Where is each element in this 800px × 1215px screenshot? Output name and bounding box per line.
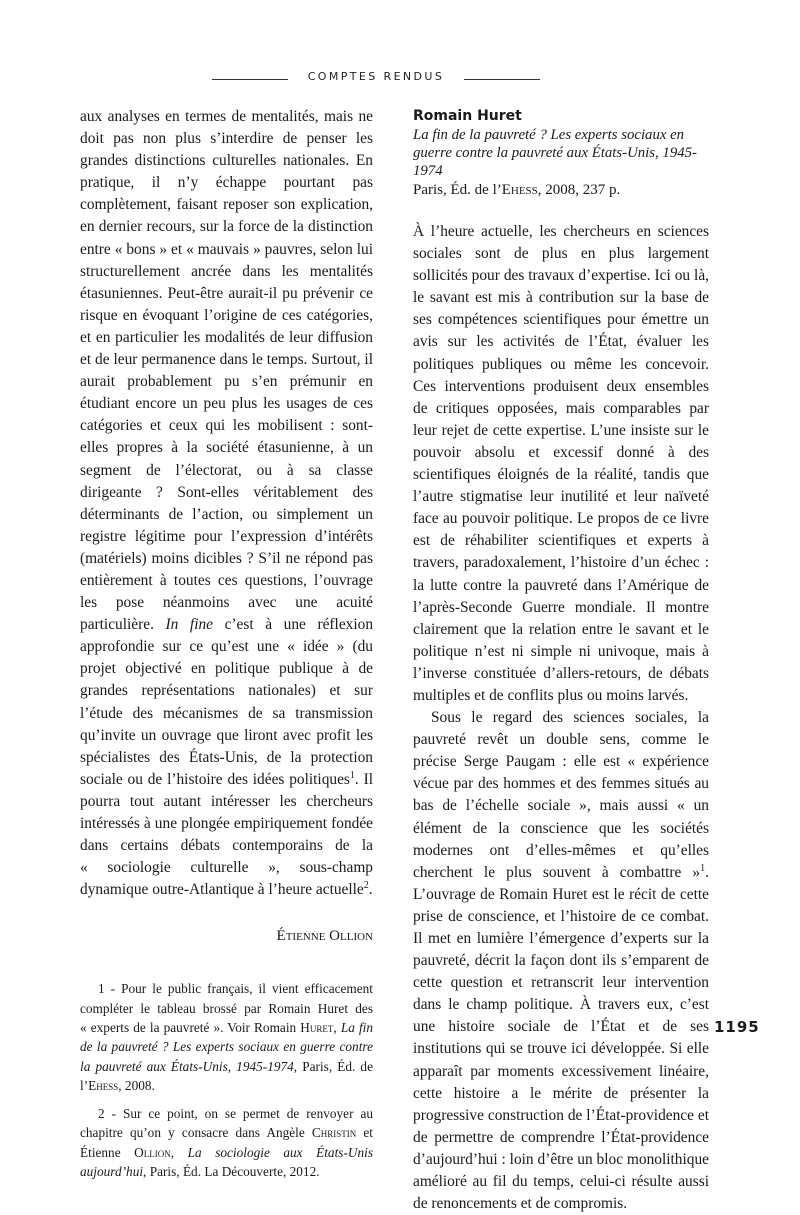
book-author: Romain Huret xyxy=(413,108,522,124)
running-head-label: COMPTES RENDUS xyxy=(307,70,445,83)
footnotes xyxy=(80,979,373,1181)
page-number: 1195 xyxy=(714,1018,760,1036)
review-paragraph-2: Sous le regard des sciences sociales, la pauvreté revêt un double sens, comme le précise Serge Paugam : elle est « expérience vécue par des hommes et des femmes situés au bas de l’échelle sociale », mais aussi « un élément de la conscience que les sociétés modernes ont d’elles-mêmes et qu’elles cherchent le plus souvent à combattre »$^1$. L’ouvrage de Romain Huret est le récit de cette prise de conscience, et l’histoire de ce combat. Il met en lumière l’émergence d’experts sur la pauvreté, décrit la façon dont ils s’emparent de cette question et retranscrit leur intervention dans le champ politique. À travers eux, c’est une histoire sociale de l’État et de ses institutions qui se trouve ici développée. Si elle apparaît par moments excessivement linéaire, cette histoire a le mérite de présenter la progressive construction de l’État-providence et de permettre de comprendre l’État-providence d’aujourd’hui : loin d’être un bloc monolithique amélioré au fil du temps, celui-ci résulte aussi de renoncements et de compromis. xyxy=(413,709,709,1213)
header-rule-right xyxy=(464,79,540,80)
footnote-ref-1[interactable]: 1 xyxy=(349,769,355,781)
running-head xyxy=(0,70,800,90)
book-reference xyxy=(413,106,709,200)
book-publication: Paris, Éd. de l’Ehess, 2008, 237 p. xyxy=(413,182,621,198)
footnote-1: 1 - Pour le public français, il vient efficacement compléter le tableau brossé par Romain Huret des « experts de la pauvreté ». Voir Romain Huret, La fin de la pauvreté ? Les experts sociaux en guerre contre la pauvreté aux États-Unis, 1945-1974, Paris, Éd. de l’Ehess, 2008. xyxy=(80,981,374,1093)
in-fine-italic: In fine xyxy=(165,616,214,634)
footnote-ref-1b[interactable]: 1 xyxy=(700,862,706,874)
footnote-ref-2[interactable]: 2 xyxy=(363,880,369,892)
left-column xyxy=(80,106,373,1190)
review-paragraph-continued: aux analyses en termes de mentalités, mais ne doit pas non plus s’interdire de penser les grandes distinctions culturelles nationales. En pratique, il n’y échappe pourtant pas complètement, faisant reposer son explication, en dernier recours, sur la force de la distinction entre « bons » et « mauvais » pauvres, selon lui structurellement ancrée dans les mentalités étasuniennes. Peut-être aurait-il pu prévenir ce risque en évoquant l’origine de ces catégories, et en particulier les modalités de leur diffusion et de leur permanence dans le temps. Surtout, il aurait probablement pu s’en prémunir en étudiant encore un peu plus les usages de ces catégories et ceux qui les mobilisent : sont-elles propres à la société étasunienne, à un segment de l’électorat, ou à sa classe dirigeante ? Sont-elles véritablement des déterminants de l’action, ou simplement un registre légitime pour l’expression d’intérêts (matériels) moins dicibles ? S’il ne répond pas entièrement à toutes ces questions, l’ouvrage les pose néanmoins avec une acuité particulière. In fine c’est à une réflexion approfondie sur ce qu’est une « idée » (du projet objectivé en politique publique à de grandes représentations nationales) et sur l’étude des mécanismes de sa transmission qu’invite un ouvrage que liront avec profit les spécialistes des États-Unis, de la protection sociale ou de l’histoire des idées politiques$^1$. Il pourra tout autant intéresser les chercheurs intéressés à une plongée empiriquement fondée dans certains débats contemporains de la « sociologie culturelle », sous-champ dynamique outre-Atlantique à l’heure actuelle$^2$. xyxy=(80,108,374,899)
header-rule-left xyxy=(212,79,288,80)
review-paragraph-1: À l’heure actuelle, les chercheurs en sciences sociales sont de plus en plus largement sollicités pour des travaux d’expertise. Ici ou là, le savant est mis à contribution sur la base de ses compétences scientifiques pour émettre un avis sur les activités de l’État, évaluer les politiques publiques ou même les concevoir. Ces interventions produisent deux ensembles de critiques opposées, mais comparables par leur rejet de cette expertise. L’une insiste sur le pouvoir absolu et excessif donné à des scientifiques éloignés de la réalité, tandis que l’autre stigmatise leur inutilité et leur naïveté face au pouvoir politique. Le propos de ce livre est de réhabiliter scientifiques et experts à travers, paradoxalement, l’histoire d’un échec : la lutte contre la pauvreté dans l’Amérique de l’après-Seconde Guerre mondiale. Il montre clairement que la relation entre le savant et le politique n’est ni simple ni univoque, mais à l’inverse constituée d’allers-retours, de débats multiples et de conflits plus ou moins larvés. xyxy=(413,223,709,704)
right-column xyxy=(413,106,709,1215)
review-signature: Étienne Ollion xyxy=(276,928,373,945)
footnote-2: 2 - Sur ce point, on se permet de renvoyer au chapitre qu’on y consacre dans Angèle Christin et Étienne Ollion, La sociologie aux États-Unis aujourd’hui, Paris, Éd. La Découverte, 2012. xyxy=(80,1106,374,1180)
book-title: La fin de la pauvreté ? Les experts sociaux en guerre contre la pauvreté aux États-Unis, 1945-1974 xyxy=(413,127,697,179)
